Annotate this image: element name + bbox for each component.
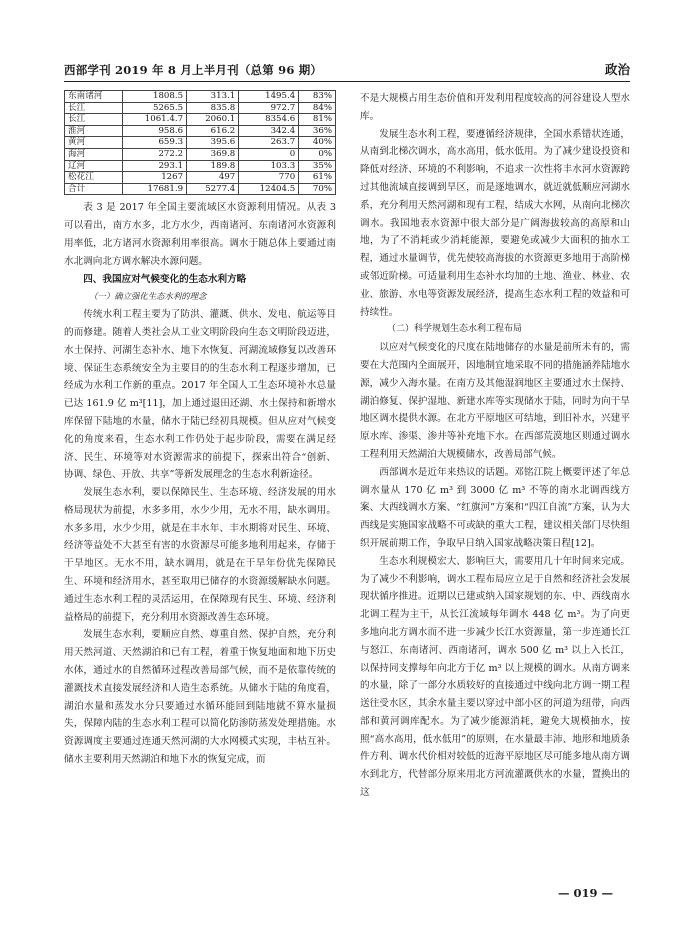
table-cell: 0% (299, 148, 336, 160)
table-row (65, 148, 336, 160)
left-column (64, 90, 336, 769)
table-row (65, 114, 336, 126)
table-cell: 36% (299, 125, 336, 137)
section-heading: 四、我国应对气候变化的生态水利方略 (83, 273, 247, 285)
table-cell: 2060.1 (187, 114, 239, 126)
table-cell: 17681.9 (123, 183, 187, 195)
table-cell: 合计 (65, 183, 123, 195)
table-row (65, 91, 336, 103)
table-cell: 61% (299, 172, 336, 184)
table-cell: 1808.5 (123, 91, 187, 103)
table-cell: 1061.4.7 (123, 114, 187, 126)
header-rule (64, 81, 630, 82)
table-cell: 770 (239, 172, 299, 184)
table-cell: 369.8 (187, 148, 239, 160)
section-heading: （一）确立强化生态水利的理念 (89, 291, 207, 302)
table-cell: 8354.6 (239, 114, 299, 126)
right-paragraphs (360, 90, 630, 802)
table-cell: 70% (299, 183, 336, 195)
table-row (65, 137, 336, 149)
journal-title: 西部学刊 2019 年 8 月上半月刊（总第 96 期） (64, 63, 323, 77)
table-cell: 1267 (123, 172, 187, 184)
right-column (360, 90, 630, 802)
table-cell: 395.6 (187, 137, 239, 149)
table-cell: 263.7 (239, 137, 299, 149)
table-cell: 海河 (65, 148, 123, 160)
table-cell: 958.6 (123, 125, 187, 137)
table-cell: 81% (299, 114, 336, 126)
table-cell: 84% (299, 102, 336, 114)
table-cell: 辽河 (65, 160, 123, 172)
table-cell: 长江 (65, 114, 123, 126)
table-cell: 616.2 (187, 125, 239, 137)
table-cell: 497 (187, 172, 239, 184)
section-name: 政治 (604, 62, 630, 77)
table-cell: 长江 (65, 102, 123, 114)
table-cell: 272.2 (123, 148, 187, 160)
table-cell: 293.1 (123, 160, 187, 172)
table-cell: 0 (239, 148, 299, 160)
table-cell: 1495.4 (239, 91, 299, 103)
table-cell: 835.8 (187, 102, 239, 114)
section-heading: （二）科学规划生态水利工程布局 (387, 324, 523, 335)
table-cell: 103.3 (239, 160, 299, 172)
table-cell: 313.1 (187, 91, 239, 103)
paragraph: 生态水利规模宏大、影响巨大，需要用几十年时间来完成。为了减少不利影响，调水工程布局应立足于自然和经济社会发展现状循序推进。近期以已建或纳入国家规划的东、中、西线南水北调工程为主干，从长江流域每年调水 448 亿 m³。为了向更多地向北方调水而不进一步减少长江水资源量，第一步连通长江与怒江、东南诸河、西南诸河，调水 500 亿 m³ 以上入长江，以保持同支撑每年向北方于亿 m³ 以上规模的调水。从南方调来的水量，除了一部分水质较好的直接通过中线向北方调一期工程送往受水区，其余水量主要以穿过中部小区的河道为纽带，向西部和黄河调库配水。为了减少能源消耗，避免大规模抽水，按照“高水高用，低水低用”的原则，在水量最丰沛、地形和地质条件方利、调水代价相对较低的近海平原地区尽可能多地从南方调水到北方，代替部分原来用北方河流灌溉供水的水量，置换出的这 (360, 555, 630, 799)
table-cell: 40% (299, 137, 336, 149)
table-cell: 12404.5 (239, 183, 299, 195)
water-resource-table (64, 90, 336, 195)
table-cell: 5277.4 (187, 183, 239, 195)
page-header (64, 62, 630, 82)
paragraph: 表 3 是 2017 年全国主要流域区水资源利用情况。从表 3 可以看出，南方水多，北方水少，西南诸河、东南诸河水资源利用率低，北方诸河水资源利用率很高。调水于随总体上要通过南水北调向北方调水解决水源问题。 (64, 202, 336, 267)
table-row (65, 125, 336, 137)
paragraph: 发展生态水利，要顺应自然、尊重自然、保护自然，充分利用天然河道、天然湖泊和已有工程，着重于恢复地面和地下历史水体，通过水的自然循环过程改善局部气候，而不是依靠传统的灌溉技术直接发展经济和人造生态系统。从储水于陆的角度看，湖泊水量和蒸发水分只要通过水循环能回到陆地就不算水量损失，保障内陆的生态水利工程可以简化防渗防蒸发处理措施。水资源调度主要通过连通天然河湖的大水网模式实现，丰枯互补。储水主要利用天然湖泊和地下水的恢复完成，而 (64, 629, 336, 766)
table-cell: 189.8 (187, 160, 239, 172)
table-cell: 342.4 (239, 125, 299, 137)
table-cell: 黄河 (65, 137, 123, 149)
table-cell: 松花江 (65, 172, 123, 184)
table-row (65, 183, 336, 195)
left-paragraphs (64, 199, 336, 769)
paragraph: 传统水利工程主要为了防洪、灌溉、供水、发电、航运等目的而修建。随着人类社会从工业文明阶段向生态文明阶段迈进，水土保持、河湖生态补水、地下水恢复、河湖流域修复以改善环境、保证生态系统安全为主要目的的生态水利工程逐步增加，已经成为水利工作新的重点。2017 年全国人工生态环境补水总量已达 161.9 亿 m³[11]，加上通过退田还湖、水土保持和新增水库保留下陆地的水量，储水于陆已经初具规模。但从应对气候变化的角度来看，生态水利工作仍处于起步阶段，需要在满足经济、民生、环境等对水资源需求的前提下，探索出符合“创新、协调、绿色、开放、共享”等新发展理念的生态水利新途径。 (64, 309, 336, 481)
table-cell: 659.3 (123, 137, 187, 149)
table-cell: 83% (299, 91, 336, 103)
table-cell: 35% (299, 160, 336, 172)
paragraph: 西部调水是近年来热议的话题。邓铭江院上概要评述了年总调水量从 170 亿 m³ 到 3000 亿 m³ 不等的南水北调西线方案、大西线调水方案、“红旗河”方案和“四江自流”方案，认为大西线是实施国家战略不可或缺的重大工程，建议相关部门尽快组织开展前期工作，争取早日纳入国家战略决策日程[12]。 (360, 466, 630, 549)
paragraph: 不是大规模占用生态价值和开发利用程度较高的河谷建设人型水库。 (360, 93, 630, 122)
table-cell: 5265.5 (123, 102, 187, 114)
table-cell: 淮河 (65, 125, 123, 137)
page-number: — 019 — (558, 886, 614, 900)
paragraph: 发展生态水利工程，要遵循经济规律，全国水系错状连通，从南到北梯次调水，高水高用，低水低用。为了减少建设投资和降低对经济、环境的不利影响，不追求一次性将丰水河水资源跨过其他流域直接调到旱区，而是逐地调水，就近就低顺应河湖水系，充分利用天然河湖和现有工程，结成大水网，从南向北梯次调水。我国地表水资源中很大部分是广阔海拔较高的高原和山地，为了不消耗或少消耗能源，要避免或减少大面积的抽水工程，通过水量调节，优先使较高海拔的水资源更多地用于高阶梯或邻近阶梯。可适量利用生态补水均加的土地、渔业、林业、农业、旅游、水电等资源发展经济，提高生态水利工程的效益和可持续性。 (360, 128, 630, 318)
table-cell: 东南诸河 (65, 91, 123, 103)
table-row (65, 102, 336, 114)
table-row (65, 160, 336, 172)
table-row (65, 172, 336, 184)
paragraph: 发展生态水利，要以保障民生、生态环境、经济发展的用水格局现状为前提，水多多用，水少少用，无水不用，缺水调用。水多多用，水少少用，就是在丰水年、丰水期将对民生、环境、经济等益处不大甚至有害的水资源尽可能多地利用起来，存储于干旱地区。无水不用，缺水调用，就是在干旱年份优先保障民生、环境和经济用水，甚至取用已储存的水资源缓解缺水问题。通过生态水利工程的灵活运用，在保障现有民生、环境、经济利益格局的前提下，充分利用水资源改善生态环境。 (64, 487, 336, 623)
paragraph: 以应对气候变化的尺度在陆地储存的水量是前所未有的，需要在大范围内全面展开，因地制宜地采取不同的措施涵养陆地水源，减少入海水量。在南方及其他湿润地区主要通过水土保持、湖泊修复、保护湿地、新建水库等实现储水于陆，同时为向干旱地区调水提供水源。在北方平原地区可结地，到旧补水，兴建平原水库、渗渠、渗井等补充地下水。在西部荒漠地区则通过调水工程利用天然湖泊大规模储水，改善局部气候。 (360, 342, 630, 460)
table-cell: 972.7 (239, 102, 299, 114)
